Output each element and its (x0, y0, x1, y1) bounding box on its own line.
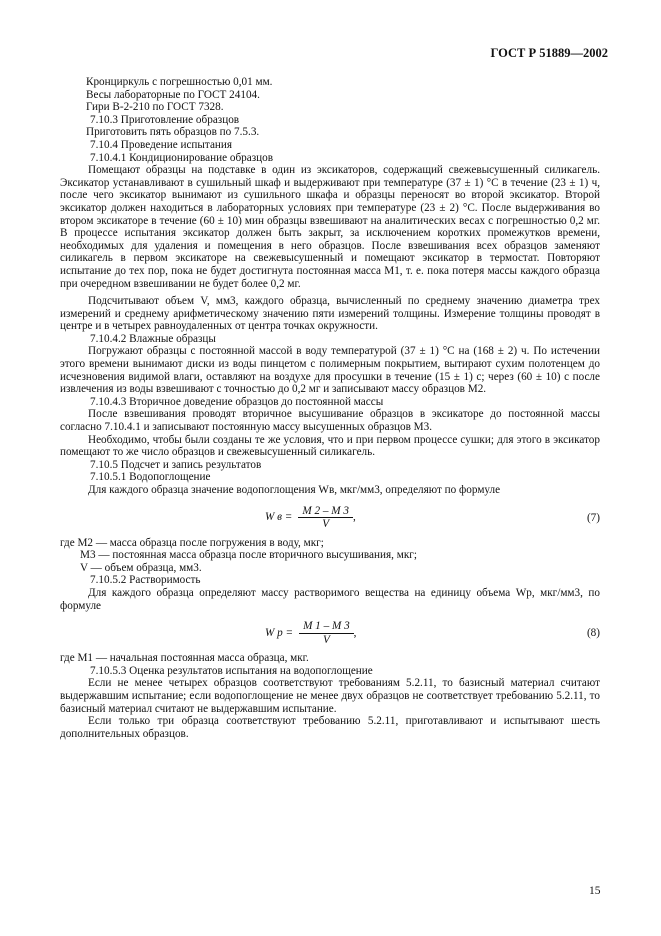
where-m2: где M2 — масса образца после погружения в воду, мкг; (60, 536, 324, 549)
formula-8-numerator: M 1 – M 3 (299, 620, 354, 634)
section-7-10-5-3: 7.10.5.3 Оценка результатов испытания на водопоглощение (90, 664, 373, 677)
section-7-10-5-2: 7.10.5.2 Растворимость (90, 574, 201, 587)
document-header: ГОСТ Р 51889—2002 (490, 46, 608, 60)
equipment-scales: Весы лабораторные по ГОСТ 24104. (86, 88, 260, 101)
equipment-weights: Гири В-2-210 по ГОСТ 7328. (86, 101, 224, 114)
formula-8-denominator: V (322, 633, 330, 646)
paragraph-redrying: После взвешивания проводят вторичное высушивание образцов в эксикаторе до постоянной массы согласно 7.10.4.1 и записывают постоянную массу высушенных образцов M3. (60, 408, 600, 434)
where-m3: M3 — постоянная масса образца после вторичного высушивания, мкг; (80, 549, 417, 562)
paragraph-volume: Подсчитывают объем V, мм3, каждого образца, вычисленный по среднему значению диаметра трех измерений и среднему арифметическому значению пяти измерений толщины. Измерение толщины проводят в центре и в четырех равноудаленных от центра точках окружности. (60, 295, 600, 333)
formula-8-number: (8) (586, 627, 600, 640)
formula-7-number: (7) (586, 511, 600, 524)
section-7-10-5-1: 7.10.5.1 Водопоглощение (90, 471, 211, 484)
paragraph-wet-samples: Погружают образцы с постоянной массой в воду температурой (37 ± 1) °С на (168 ± 2) ч. По истечении этого времени вынимают диски из воды пинцетом с полимерным покрытием, вытирают сухим полотенцем до исчезновения видимой влаги, оставляют на воздухе для просушки в течение (15 ± 1) с; через (60 ± 10) с после извлечения из воды взвешивают с точностью до 0,2 мг и записывают массу образцов M2. (60, 345, 600, 396)
page-number: 15 (589, 885, 601, 897)
paragraph-conditioning: Помещают образцы на подставке в один из эксикаторов, содержащий свежевысушенный силикагель. Эксикатор устанавливают в сушильный шкаф и выдерживают при температуре (37 ± 1) °С в течение (23 ± 1) ч, после чего эксикатор вынимают из сушильного шкафа и образцы переносят во второй эксикатор. Второй эксикатор должен находиться в лабораторных условиях при температуре (23 ± 2) °С. После выдерживания во втором эксикаторе в течение (60 ± 10) мин образцы взвешивают на аналитических весах с погрешностью 0,2 мг. В процессе испытания эксикатор должен быть закрыт, за исключением коротких промежутков времени, необходимых для удаления и помещения в него образцов. После взвешивания всех образцов заменяют силикагель в первом эксикаторе на свежевысушенный и помещают эксикатор в термостат. Повторяют испытание до тех пор, пока не будет достигнута постоянная масса M1, т. е. пока потеря массы каждого образца при очередном взвешивании не будет более 0,2 мг. (60, 164, 600, 290)
where-v: V — объем образца, мм3. (80, 561, 202, 574)
paragraph-evaluation: Если не менее четырех образцов соответствуют требованиям 5.2.11, то базисный материал считают выдержавшим испытание; если водопоглощение не менее двух образцов не соответствует требованию 5.2.11, то базисный материал считают не выдержавшим испытание. (60, 677, 600, 715)
formula-7-numerator: M 2 – M 3 (298, 505, 353, 519)
page-body (60, 76, 600, 740)
section-7-10-4-1: 7.10.4.1 Кондиционирование образцов (90, 151, 274, 164)
paragraph-same-conditions: Необходимо, чтобы были созданы те же условия, что и при первом процессе сушки; для этого в эксикатор помещают то же число образцов и свежевысушенный силикагель. (60, 433, 600, 459)
formula-8-lhs: W р = (265, 626, 294, 639)
formula-8: W р = $\frac{M 1 - M 3}{V}$ , (8) (265, 620, 600, 646)
formula-7: W в = $\frac{M 2 - M 3}{V}$ , (7) (265, 504, 600, 531)
where-m1: где M1 — начальная постоянная масса образца, мкг. (60, 652, 309, 665)
equipment-caliper: Кронциркуль с погрешностью 0,01 мм. (86, 76, 273, 88)
paragraph-solubility-formula-intro: Для каждого образца определяют массу растворимого вещества на единицу объема Wр, мкг/мм3, по формуле (60, 586, 600, 612)
section-7-10-5: 7.10.5 Подсчет и запись результатов (90, 458, 262, 471)
formula-7-lhs: W в = (265, 511, 293, 524)
paragraph-water-absorption-formula-intro: Для каждого образца значение водопоглощения Wв, мкг/мм3, определяют по формуле (88, 484, 501, 496)
section-7-10-4-2: 7.10.4.2 Влажные образцы (90, 332, 216, 345)
formula-7-denominator: V (322, 518, 330, 531)
section-7-10-3: 7.10.3 Приготовление образцов (90, 113, 240, 126)
paragraph-additional-samples: Если только три образца соответствуют требованию 5.2.11, приготавливают и испытывают шесть дополнительных образцов. (60, 715, 600, 740)
section-7-10-3-text: Приготовить пять образцов по 7.5.3. (86, 126, 260, 139)
section-7-10-4-3: 7.10.4.3 Вторичное доведение образцов до постоянной массы (90, 395, 384, 408)
section-7-10-4: 7.10.4 Проведение испытания (90, 138, 233, 151)
